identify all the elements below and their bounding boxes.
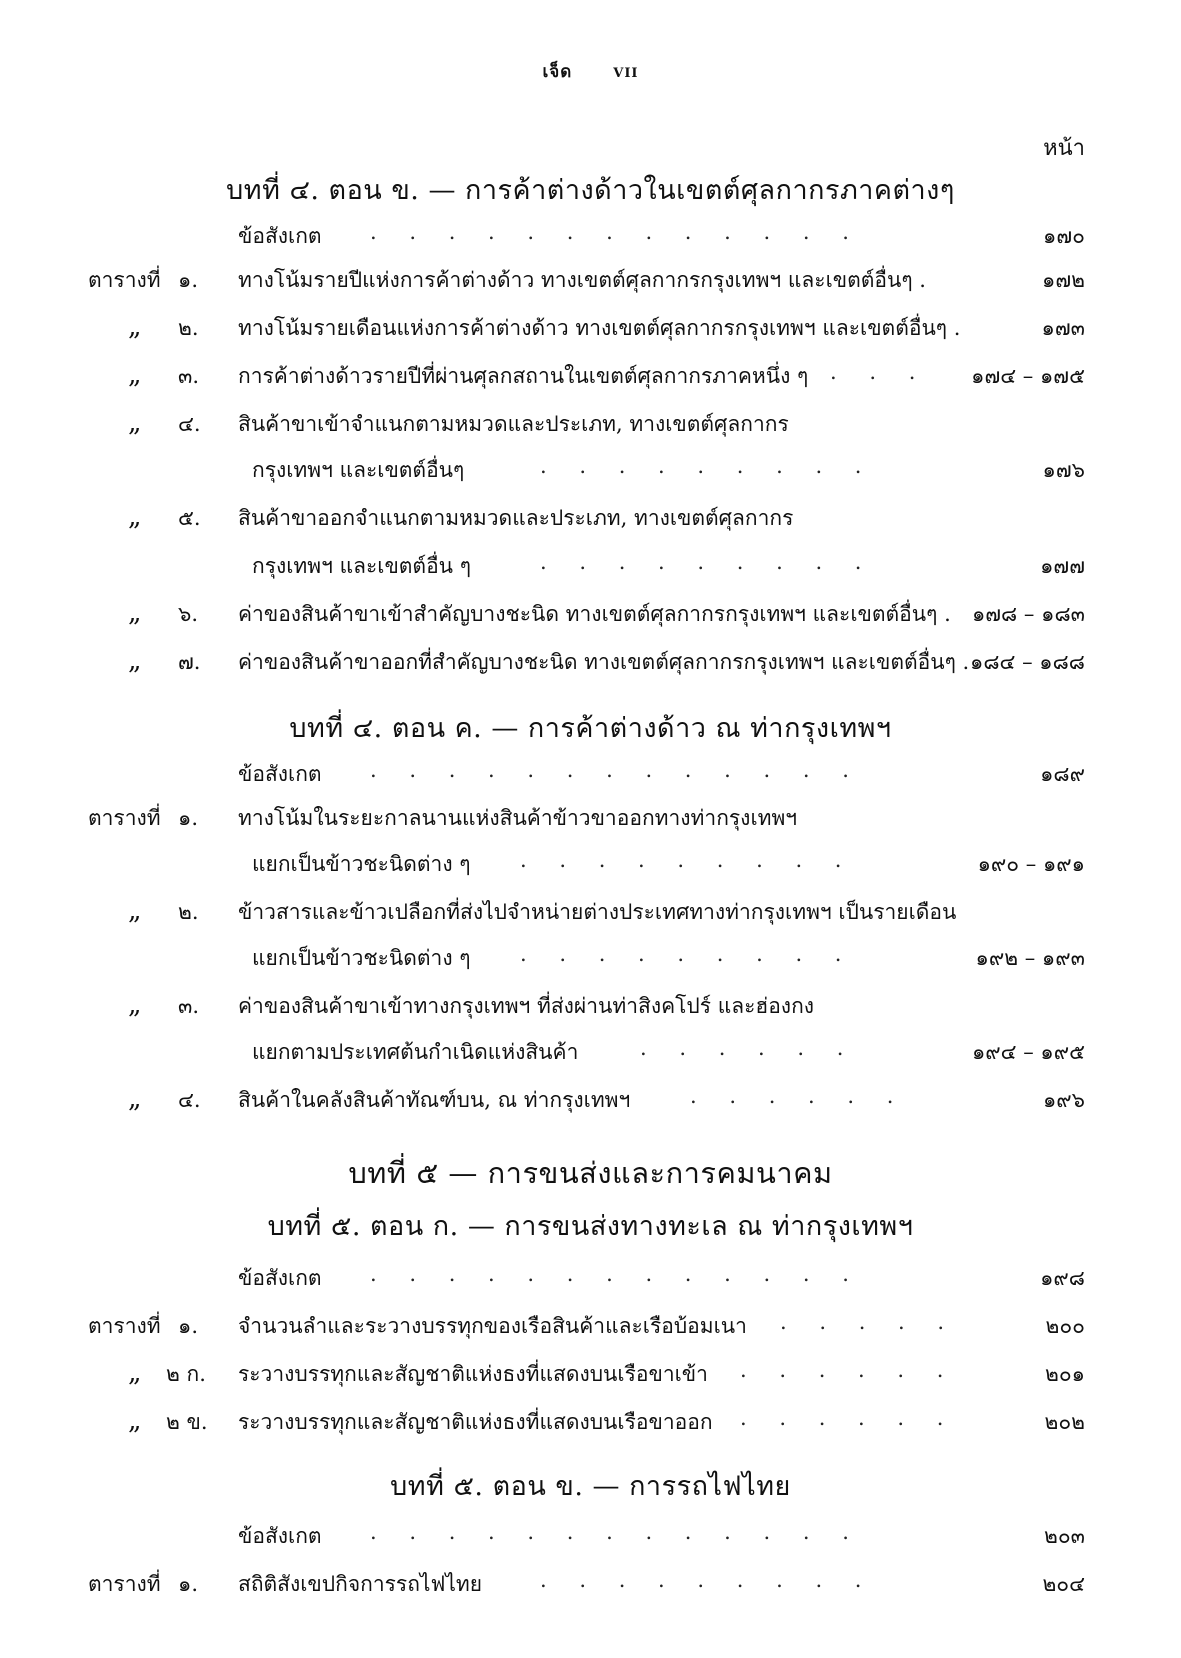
row-number: ๖. [178,602,199,626]
row-number: ๕. [178,506,201,530]
note-text: ข้อสังเกต [238,1266,322,1290]
row-title: ทางโน้มในระยะกาลนานแห่งสินค้าข้าวขาออกทางท่ากรุงเทพฯ [238,806,798,830]
ditto-mark: „ [128,896,142,926]
section-heading: บทที่ ๕. ตอน ก. — การขนส่งทางทะเล ณ ท่ากรุงเทพฯ [267,1211,914,1242]
page-number: ๒๐๓ [1043,1524,1085,1548]
row-number: ๓. [178,364,200,388]
note-text: ข้อสังเกต [238,762,322,786]
row-number: ๑. [178,268,199,292]
row-title: ทางโน้มรายปีแห่งการค้าต่างด้าว ทางเขตต์ศุลกากรกรุงเทพฯ และเขตต์อื่นๆ . [238,268,926,292]
page-number: ๑๘๔ – ๑๘๘ [969,650,1085,674]
page-number: ๒๐๑ [1045,1362,1085,1386]
leader-dots: . . . . . . . . . [520,848,855,872]
row-title: สินค้าขาออกจำแนกตามหมวดและประเภท, ทางเขตต์ศุลกากร [238,506,794,530]
note-row [0,1516,1181,1556]
table-row [0,308,1181,348]
row-title: ค่าของสินค้าขาออกที่สำคัญบางชะนิด ทางเขตต์ศุลกากรกรุงเทพฯ และเขตต์อื่นๆ . [238,650,970,674]
table-row [0,356,1181,396]
leader-dots: . . . . . . [740,1406,957,1430]
row-label: ตารางที่ [88,1314,161,1338]
page-number: ๑๘๙ [1040,762,1085,786]
row-title-continued: แยกตามประเทศต้นกำเนิดแห่งสินค้า [252,1040,579,1064]
row-number: ๑. [178,1572,199,1596]
page-number: ๑๗๓ [1041,316,1085,340]
ditto-mark: „ [128,312,142,342]
row-number: ๔. [178,412,201,436]
ditto-mark: „ [128,990,142,1020]
ditto-mark: „ [128,598,142,628]
row-title: ค่าของสินค้าขาเข้าทางกรุงเทพฯ ที่ส่งผ่านท่าสิงคโปร์ และฮ่องกง [238,994,815,1018]
leader-dots: . . . . . [780,1310,958,1334]
page-number: ๑๗๐ [1043,224,1085,248]
table-row [0,1354,1181,1394]
row-title: ระวางบรรทุกและสัญชาติแห่งธงที่แสดงบนเรือขาออก [238,1410,713,1434]
leader-dots: . . . . . . . . . . . . . [370,758,862,782]
ditto-mark: „ [128,1406,142,1436]
page-number: ๑๙๘ [1040,1266,1085,1290]
page-number: ๒๐๒ [1044,1410,1085,1434]
table-row-continuation [0,844,1181,884]
row-title: ค่าของสินค้าขาเข้าสำคัญบางชะนิด ทางเขตต์ศุลกากรกรุงเทพฯ และเขตต์อื่นๆ . [238,602,951,626]
note-row [0,216,1181,256]
table-row [0,1564,1181,1604]
page-header [0,58,1181,85]
row-title: สถิติสังเขปกิจการรถไฟไทย [238,1572,483,1596]
row-title: ทางโน้มรายเดือนแห่งการค้าต่างด้าว ทางเขตต์ศุลกากรกรุงเทพฯ และเขตต์อื่นๆ . [238,316,961,340]
row-title: ระวางบรรทุกและสัญชาติแห่งธงที่แสดงบนเรือขาเข้า [238,1362,708,1386]
row-title-continued: กรุงเทพฯ และเขตต์อื่น ๆ [252,554,471,578]
row-number: ๒ ก. [166,1362,206,1386]
row-title-continued: แยกเป็นข้าวชะนิดต่าง ๆ [252,946,471,970]
leader-dots: . . . . . . [690,1084,907,1108]
page-number: ๑๗๗ [1040,554,1085,578]
page-number: ๑๙๒ – ๑๙๓ [975,946,1085,970]
row-title: ข้าวสารและข้าวเปลือกที่ส่งไปจำหน่ายต่างประเทศทางท่ากรุงเทพฯ เป็นรายเดือน [238,900,957,924]
row-title: สินค้าในคลังสินค้าทัณฑ์บน, ณ ท่ากรุงเทพฯ [238,1088,631,1112]
page-number: ๑๙๖ [1042,1088,1085,1112]
ditto-mark: „ [128,360,142,390]
note-row [0,754,1181,794]
row-number: ๔. [178,1088,201,1112]
page-number: ๒๐๔ [1042,1572,1085,1596]
page-number: ๑๗๘ – ๑๘๓ [971,602,1085,626]
leader-dots: . . . . . . . . . . . . . [370,220,862,244]
page-number: ๑๗๒ [1042,268,1085,292]
ditto-mark: „ [128,1084,142,1114]
ditto-mark: „ [128,408,142,438]
leader-dots: . . . . . . [740,1358,957,1382]
page-number: ๑๗๖ [1042,458,1085,482]
table-row-continuation [0,938,1181,978]
ditto-mark: „ [128,502,142,532]
table-row [0,1306,1181,1346]
table-row-continuation [0,450,1181,490]
row-number: ๗. [178,650,201,674]
table-row [0,892,1181,932]
table-row [0,1402,1181,1442]
page-column-label: หน้า [1043,136,1085,161]
row-number: ๑. [178,1314,199,1338]
row-title: การค้าต่างด้าวรายปีที่ผ่านศุลกสถานในเขตต์ศุลกากรภาคหนึ่ง ๆ [238,364,809,388]
row-label: ตารางที่ [88,268,161,292]
table-row [0,260,1181,300]
section-heading: บทที่ ๔. ตอน ข. — การค้าต่างด้าวในเขตต์ศุลกากรภาคต่างๆ [226,175,955,206]
note-text: ข้อสังเกต [238,224,322,248]
page-number: ๑๙๐ – ๑๙๑ [977,852,1085,876]
table-row [0,798,1181,838]
table-row-continuation [0,1032,1181,1072]
note-text: ข้อสังเกต [238,1524,322,1548]
chapter-heading: บทที่ ๕ — การขนส่งและการคมนาคม [348,1156,833,1190]
row-title-continued: กรุงเทพฯ และเขตต์อื่นๆ [252,458,465,482]
row-title: จำนวนลำและระวางบรรทุกของเรือสินค้าและเรือบ้อมเนา [238,1314,747,1338]
table-row [0,404,1181,444]
row-number: ๑. [178,806,199,830]
page-number: ๒๐๐ [1045,1314,1085,1338]
page-number: ๑๙๔ – ๑๙๕ [971,1040,1085,1064]
table-row-continuation [0,546,1181,586]
note-row [0,1258,1181,1298]
row-number: ๒. [178,316,199,340]
leader-dots: . . . . . . . . . [540,1568,875,1592]
row-label: ตารางที่ [88,1572,161,1596]
row-number: ๒. [178,900,199,924]
table-row [0,498,1181,538]
table-row [0,594,1181,634]
leader-dots: . . . [830,360,929,384]
row-title: สินค้าขาเข้าจำแนกตามหมวดและประเภท, ทางเขตต์ศุลกากร [238,412,789,436]
row-label: ตารางที่ [88,806,161,830]
leader-dots: . . . . . . . . . [520,942,855,966]
table-row [0,986,1181,1026]
table-row [0,642,1181,682]
ditto-mark: „ [128,1358,142,1388]
leader-dots: . . . . . . . . . [540,454,875,478]
header-roman: VII [613,66,639,81]
header-title: เจ็ด [542,62,573,82]
ditto-mark: „ [128,646,142,676]
page-number: ๑๗๔ – ๑๗๕ [971,364,1085,388]
section-heading: บทที่ ๔. ตอน ค. — การค้าต่างด้าว ณ ท่ากรุงเทพฯ [289,713,892,744]
row-title-continued: แยกเป็นข้าวชะนิดต่าง ๆ [252,852,471,876]
section-heading: บทที่ ๕. ตอน ข. — การรถไฟไทย [390,1471,791,1502]
row-number: ๒ ข. [166,1410,208,1434]
table-row [0,1080,1181,1120]
leader-dots: . . . . . . . . . [540,550,875,574]
leader-dots: . . . . . . . . . . . . . [370,1520,862,1544]
row-number: ๓. [178,994,200,1018]
leader-dots: . . . . . . [640,1036,857,1060]
leader-dots: . . . . . . . . . . . . . [370,1262,862,1286]
